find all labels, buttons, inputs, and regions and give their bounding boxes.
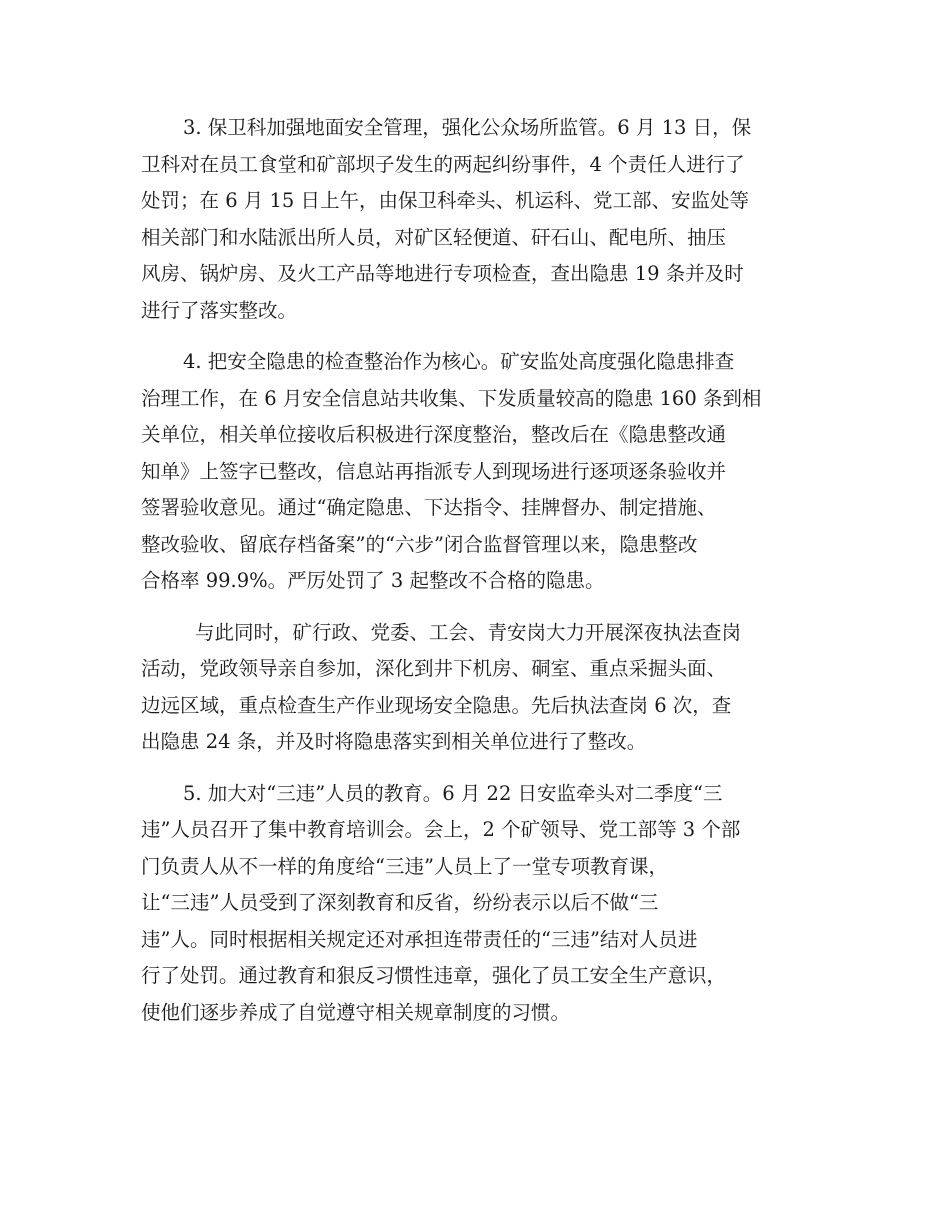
text-line: 整改验收、留底存档备案”的“六步”闭合监督管理以来，隐患整改 (141, 532, 698, 556)
text-line: 知单》上签字已整改，信息站再指派专人到现场进行逐项逐条验收并 (141, 459, 727, 483)
text-line: 门负责人从不一样的角度给“三违”人员上了一堂专项教育课， (141, 854, 668, 878)
text-line: 5. 加大对“三违”人员的教育。6 月 22 日安监牵头对二季度“三 (183, 781, 723, 805)
paragraph-4 (141, 344, 813, 600)
text-line: 风房、锅炉房、及火工产品等地进行专项检查，查出隐患 19 条并及时 (141, 262, 744, 285)
text-line: 进行了落实整改。 (141, 298, 298, 322)
paragraph-night-inspection (141, 615, 813, 761)
text-line: 违”人员召开了集中教育培训会。会上，2 个矿领导、党工部等 3 个部 (141, 818, 741, 841)
text-line: 违”人。同时根据相关规定还对承担连带责任的“三违”结对人员进 (141, 927, 698, 951)
text-line: 3. 保卫科加强地面安全管理，强化公众场所监管。6 月 13 日，保 (183, 116, 752, 139)
text-line: 处罚；在 6 月 15 日上午，由保卫科牵头、机运科、党工部、安监处等 (141, 189, 750, 212)
paragraph-5 (141, 776, 813, 1032)
text-line: 合格率 99.9%。严厉处罚了 3 起整改不合格的隐患。 (141, 569, 605, 592)
text-line: 卫科对在员工食堂和矿部坝子发生的两起纠纷事件，4 个责任人进行了 (141, 152, 745, 176)
text-line: 4. 把安全隐患的检查整治作为核心。矿安监处高度强化隐患排查 (183, 350, 735, 373)
text-line: 关单位，相关单位接收后积极进行深度整治，整改后在《隐患整改通 (141, 423, 727, 446)
text-line: 相关部门和水陆派出所人员，对矿区轻便道、矸石山、配电所、抽压 (141, 225, 727, 249)
text-line: 治理工作，在 6 月安全信息站共收集、下发质量较高的隐患 160 条到相 (141, 386, 762, 410)
text-line: 使他们逐步养成了自觉遵守相关规章制度的习惯。 (141, 1000, 571, 1024)
text-line: 与此同时，矿行政、党委、工会、青安岗大力开展深夜执法查岗 (195, 620, 742, 644)
text-line: 让“三违”人员受到了深刻教育和反省，纷纷表示以后不做“三 (141, 891, 659, 914)
text-line: 活动，党政领导亲自参加，深化到井下机房、硐室、重点采掘头面、 (141, 657, 727, 680)
text-line: 边远区域，重点检查生产作业现场安全隐患。先后执法查岗 6 次，查 (141, 693, 732, 717)
text-line: 签署验收意见。通过“确定隐患、下达指令、挂牌督办、制定措施、 (141, 496, 717, 519)
text-line: 出隐患 24 条，并及时将隐患落实到相关单位进行了整改。 (141, 730, 647, 753)
text-line: 行了处罚。通过教育和狠反习惯性违章，强化了员工安全生产意识， (141, 964, 727, 987)
paragraph-3 (141, 110, 813, 329)
document-body (141, 110, 813, 1046)
